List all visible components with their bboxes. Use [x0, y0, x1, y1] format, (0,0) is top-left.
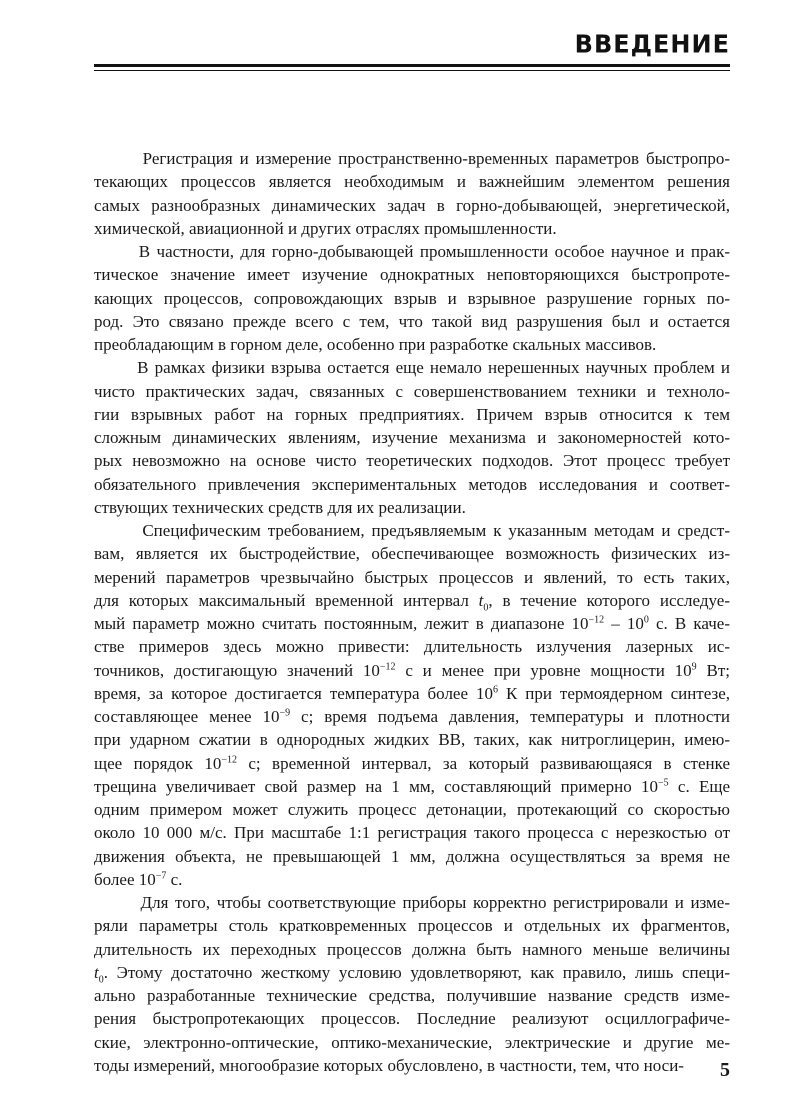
paragraph: Специфическим требованием, предъявляемым к указанным методам и средст- вам, является их быстродействие, обеспечивающее возможность физических из- мерений параметров чрезвычайно быстрых процессов и явлений, то есть таких, для которых максимальный временной интервал $t_0$, в течение которого исследуе- мый параметр можно считать постоянным, лежит в диапазоне $10^{-12} - 10^0$ с. В каче- стве примеров здесь можно привести: длительность излучения лазерных ис- точников, достигающую значений $10^{-12}$ с и менее при уровне мощности $10^9$ Вт; время, за которое достигается температура более $10^6$ К при термоядерном синтезе, составляющее менее $10^{-9}$ с; время подъема давления, температуры и плотности при ударном сжатии в однородных жидких ВВ, таких, как нитроглицерин, имею- щее порядок $10^{-12}$ с; временной интервал, за который развивающаяся в стенке трещина увеличивает свой размер на 1 мм, составляющий примерно $10^{-5}$ с. Еще одним примером может служить процесс детонации, протекающий со скоростью около 10 000 м/с. При масштабе 1:1 регистрация такого процесса с нерезкостью от движения объекта, не превышающей 1 мм, должна осуществляться за время не более $10^{-7}$ с.	[94, 521, 731, 889]
paragraph: В рамках физики взрыва остается еще немало нерешенных научных проблем и чисто практических задач, связанных с совершенствованием техники и техноло- гии взрывных работ на горных предприятиях. Причем взрыв относится к тем сложным динамических явлениям, изучение механизма и закономерностей кото- рых невозможно на основе чисто теоретических подходов. Этот процесс требует обязательного привлечения экспериментальных методов исследования и соответ- ствующих технических средств для их реализации.	[94, 358, 730, 517]
paragraph: Регистрация и измерение пространственно-временных параметров быстропро- текающих процессов является необходимым и важнейшим элементом решения самых разнообразных динамических задач в горно-добывающей, энергетической, химической, авиационной и других отраслях промышленности.	[94, 149, 730, 238]
header-rule-thick	[94, 64, 730, 67]
header-rule-thin	[94, 70, 730, 71]
paragraph: Для того, чтобы соответствующие приборы корректно регистрировали и изме- ряли параметры столь кратковременных процессов и отдельных их фрагментов, длительность их переходных процессов должна быть намного меньше величины $t_0$. Этому достаточно жесткому условию удовлетворяют, как правило, лишь специ- ально разработанные технические средства, получившие название средств изме- рения быстропротекающих процессов. Последние реализуют осциллографиче- ские, электронно-оптические, оптико-механические, электрические и другие ме- тоды измерений, многообразие которых обусловлено, в частности, тем, что носи-	[94, 893, 730, 1075]
body-text	[94, 147, 730, 1077]
page-number: 5	[720, 1059, 730, 1081]
paragraph: В частности, для горно-добывающей промышленности особое научное и прак- тическое значение имеет изучение однократных неповторяющихся быстропроте- кающих процессов, сопровождающих взрыв и взрывное разрушение горных по- род. Это связано прежде всего с тем, что такой вид разрушения был и остается преобладающим в горном деле, особенно при разработке скальных массивов.	[94, 242, 730, 354]
chapter-title: ВВЕДЕНИЕ	[574, 29, 730, 59]
